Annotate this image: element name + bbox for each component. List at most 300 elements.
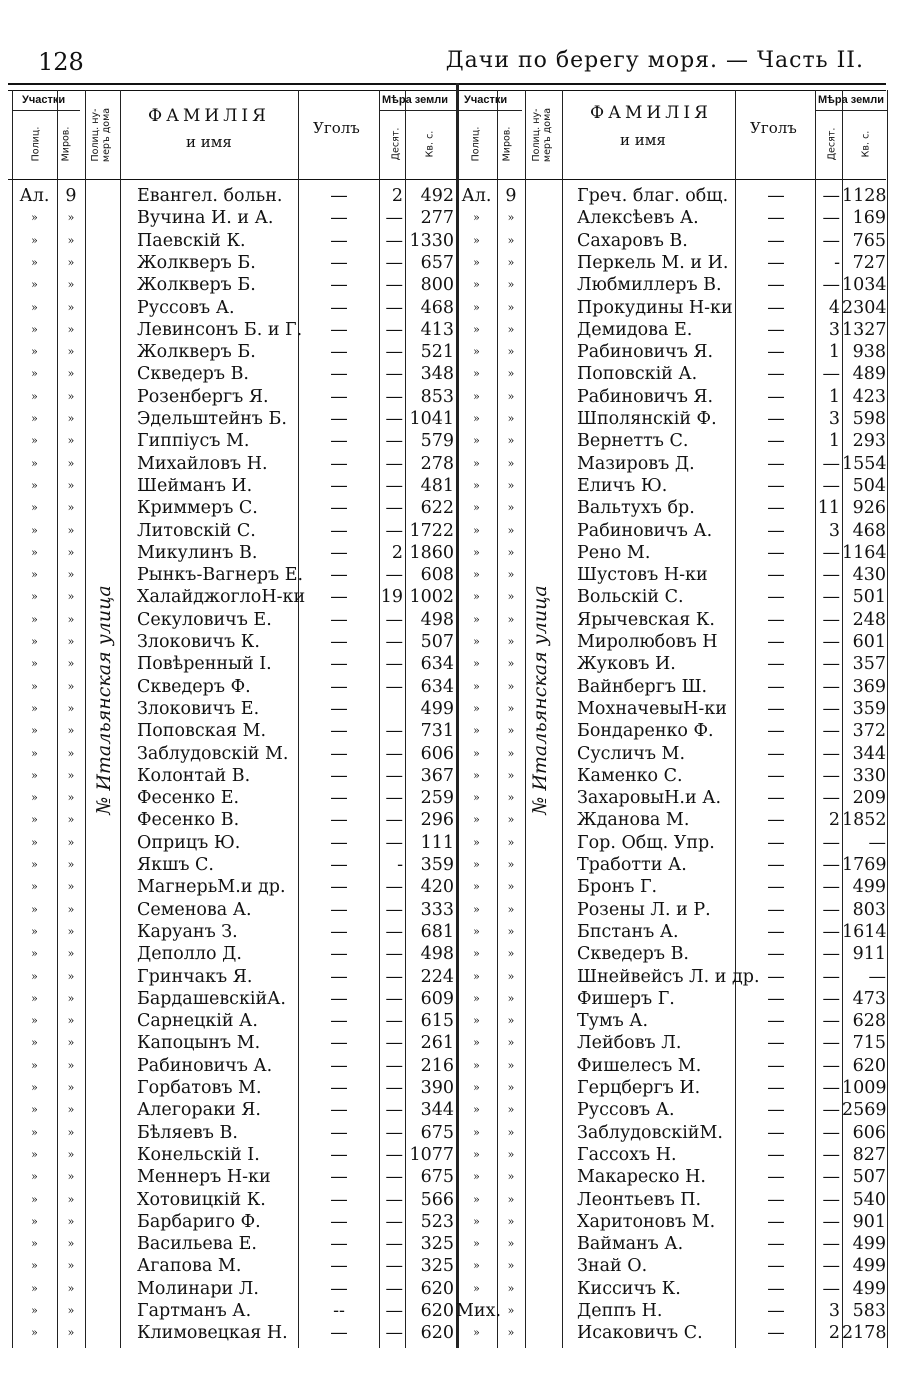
cell-desyat: — — [385, 409, 403, 429]
cell-ugol: — — [767, 1122, 785, 1143]
table-row-right — [0, 363, 900, 385]
cell-kvs: 489 — [852, 364, 886, 385]
cell-ugol: — — [330, 319, 348, 340]
table-row-right — [0, 1077, 900, 1099]
cell-desyat: — — [822, 676, 840, 697]
cell-ugol: — — [767, 1167, 785, 1188]
cell-ugol: — — [330, 565, 348, 586]
page-title: Дачи по берегу моря. — Часть II. — [445, 48, 864, 73]
cell-mirov: » — [507, 233, 515, 247]
cell-kvs: 800 — [420, 275, 454, 296]
table-row-right — [0, 1010, 900, 1032]
cell-mirov: » — [67, 679, 75, 693]
cell-kvs: 499 — [420, 698, 454, 719]
cell-mirov: » — [67, 590, 75, 604]
cell-polits: » — [31, 456, 38, 470]
cell-ugol: — — [767, 587, 785, 608]
cell-mirov: » — [67, 902, 75, 916]
cell-mirov: » — [67, 345, 75, 359]
table-row-right — [0, 453, 900, 475]
cell-mirov: » — [67, 456, 75, 470]
cell-kvs: 601 — [852, 632, 886, 652]
cell-polits: » — [473, 1058, 480, 1072]
cell-name: Рабиновичъ Я. — [577, 342, 714, 363]
cell-mirov: » — [507, 1103, 515, 1117]
cell-ugol: — — [767, 208, 785, 229]
cell-desyat: 11 — [817, 498, 840, 519]
cell-ugol: — — [330, 1211, 348, 1232]
cell-desyat: — — [822, 1167, 840, 1188]
cell-polits: » — [31, 478, 38, 492]
cell-name: Сарнецкій А. — [137, 1011, 258, 1032]
cell-ugol: — — [330, 1189, 348, 1210]
cell-kvs: 675 — [420, 1167, 454, 1188]
table-row-right — [0, 988, 900, 1010]
cell-name: Тработти А. — [577, 855, 687, 875]
cell-kvs: 507 — [852, 1167, 886, 1188]
cell-name: Леонтьевъ П. — [577, 1189, 702, 1210]
cell-desyat: — — [822, 609, 840, 630]
cell-desyat: — — [385, 1211, 403, 1232]
cell-polits: » — [31, 1192, 38, 1206]
cell-polits: » — [31, 322, 38, 336]
cell-name: Злоковичъ К. — [137, 632, 260, 652]
cell-mirov: » — [507, 880, 515, 894]
cell-ugol: — — [767, 988, 785, 1009]
cell-ugol: — — [330, 409, 348, 429]
cell-mirov: » — [507, 612, 515, 626]
table-row-right — [0, 586, 900, 608]
table-row-right — [0, 966, 900, 988]
cell-polits: » — [473, 300, 480, 314]
cell-ugol: — — [767, 1323, 785, 1344]
cell-ugol: — — [330, 587, 348, 608]
cell-kvs: 583 — [852, 1301, 886, 1321]
table-row-right — [0, 876, 900, 898]
cell-mirov: » — [67, 1014, 75, 1028]
cell-mirov: » — [67, 1192, 75, 1206]
cell-name: Тумъ А. — [577, 1011, 649, 1032]
cell-kvs: 1852 — [842, 810, 887, 831]
cell-kvs: 413 — [420, 319, 454, 340]
cell-name: Алексѣевъ А. — [577, 208, 699, 229]
cell-name: Фесенко Е. — [137, 788, 240, 809]
cell-polits: » — [473, 1103, 480, 1117]
cell-desyat: — — [385, 921, 403, 942]
cell-polits: » — [31, 345, 38, 359]
cell-ugol: — — [767, 342, 785, 363]
cell-name: Демидова Е. — [577, 319, 693, 340]
cell-desyat: — — [822, 565, 840, 586]
cell-mirov: » — [67, 635, 75, 648]
cell-mirov: » — [67, 1170, 75, 1184]
cell-mirov: » — [507, 434, 515, 448]
cell-mirov: » — [67, 300, 75, 314]
cell-ugol: — — [330, 498, 348, 519]
cell-polits: » — [31, 924, 38, 938]
table-row-right — [0, 341, 900, 363]
cell-mirov: » — [507, 1237, 515, 1251]
cell-kvs: 344 — [852, 743, 886, 764]
cell-name: Паевскій К. — [137, 230, 246, 251]
cell-name: Розенбергъ Я. — [137, 386, 269, 407]
cell-desyat: — — [385, 654, 403, 675]
cell-ugol: — — [767, 1033, 785, 1054]
cell-ugol: — — [767, 297, 785, 318]
cell-kvs: 504 — [852, 475, 886, 496]
cell-ugol: — — [767, 498, 785, 519]
cell-name: ХалайджоглоН-ки — [137, 587, 306, 608]
cell-desyat: — — [822, 186, 840, 206]
cell-ugol: — — [330, 1011, 348, 1032]
cell-kvs: 681 — [420, 921, 454, 942]
table-row-right — [0, 631, 900, 653]
cell-ugol: — — [767, 1211, 785, 1232]
cell-name: Скведеръ Ф. — [137, 676, 251, 697]
header-ugol-left: Уголъ — [313, 119, 360, 137]
cell-name: Фесенко В. — [137, 810, 240, 831]
cell-mirov: » — [507, 835, 515, 849]
cell-polits: » — [31, 701, 38, 715]
cell-desyat: — — [385, 275, 403, 296]
cell-name: Конельскій І. — [137, 1144, 260, 1165]
cell-desyat: — — [822, 899, 840, 920]
cell-polits: » — [473, 969, 480, 983]
cell-polits: » — [473, 1237, 480, 1251]
cell-ugol: — — [767, 409, 785, 429]
table-row-right — [0, 698, 900, 720]
cell-desyat: 1 — [828, 342, 840, 363]
cell-polits: » — [31, 545, 38, 559]
cell-mirov: » — [507, 1214, 515, 1228]
table-row-right — [0, 386, 900, 408]
cell-mirov: » — [67, 1259, 75, 1273]
cell-name: Рабиновичъ А. — [577, 520, 713, 541]
cell-kvs: 259 — [420, 788, 454, 809]
cell-name: Рено М. — [577, 542, 651, 563]
cell-ugol: — — [330, 944, 348, 965]
cell-desyat: — — [822, 765, 840, 786]
cell-mirov: » — [507, 278, 515, 292]
cell-kvs: 2178 — [842, 1323, 887, 1344]
cell-name: Якшъ С. — [137, 855, 214, 875]
cell-name: Вольскій С. — [577, 587, 684, 608]
cell-desyat: - — [834, 252, 840, 273]
cell-desyat: — — [385, 565, 403, 586]
cell-kvs: 540 — [852, 1189, 886, 1210]
cell-kvs: 372 — [852, 721, 886, 742]
table-row-right — [0, 765, 900, 787]
cell-name: Руссовъ А. — [577, 1100, 675, 1121]
table-row-right — [0, 943, 900, 965]
cell-mirov: » — [67, 1214, 75, 1228]
cell-ugol: — — [767, 855, 785, 875]
header-imya-left: и имя — [186, 133, 232, 151]
cell-polits: » — [473, 657, 480, 671]
cell-ugol: — — [767, 364, 785, 385]
cell-polits: » — [31, 791, 38, 805]
table-row-right — [0, 653, 900, 675]
cell-ugol: — — [767, 1144, 785, 1165]
cell-name: Горбатовъ М. — [137, 1078, 262, 1098]
cell-polits: » — [473, 478, 480, 492]
cell-kvs: 715 — [852, 1033, 886, 1054]
cell-mirov: » — [507, 657, 515, 671]
table-row-right — [0, 1032, 900, 1054]
cell-mirov: » — [507, 1125, 515, 1139]
cell-ugol: — — [330, 1078, 348, 1098]
cell-name: Жолкверъ Б. — [137, 275, 256, 296]
cell-polits: » — [31, 255, 38, 269]
cell-ugol: — — [767, 1078, 785, 1098]
cell-name: Михайловъ Н. — [137, 453, 268, 474]
cell-desyat: — — [385, 721, 403, 742]
cell-polits: » — [473, 924, 480, 938]
cell-name: Вайнбергъ Ш. — [577, 676, 708, 697]
cell-mirov: » — [67, 322, 75, 336]
cell-polits: » — [31, 858, 38, 871]
cell-name: Меннеръ Н-ки — [137, 1167, 271, 1188]
cell-mirov: » — [507, 1304, 515, 1317]
cell-name: Каменко С. — [577, 765, 683, 786]
cell-desyat: — — [385, 1011, 403, 1032]
cell-mirov: » — [67, 389, 75, 403]
cell-name: Злоковичъ Е. — [137, 698, 260, 719]
cell-kvs: 507 — [420, 632, 454, 652]
header-desyat-right: Десят. — [826, 127, 838, 161]
cell-name: Поповская М. — [137, 721, 267, 742]
cell-polits: » — [31, 880, 38, 894]
cell-kvs: 566 — [420, 1189, 454, 1210]
cell-name: Рабиновичъ А. — [137, 1055, 273, 1076]
cell-ugol: -- — [333, 1301, 345, 1321]
cell-ugol: — — [767, 230, 785, 251]
table-row-right — [0, 319, 900, 341]
cell-kvs: 523 — [420, 1211, 454, 1232]
cell-ugol: — — [330, 765, 348, 786]
cell-kvs: 622 — [420, 498, 454, 519]
cell-kvs: 481 — [420, 475, 454, 496]
header-polits-left: Полиц. — [30, 126, 42, 162]
cell-polits: » — [473, 545, 480, 559]
cell-mirov: » — [67, 478, 75, 492]
cell-name: Знай О. — [577, 1256, 648, 1277]
cell-kvs: 261 — [420, 1033, 454, 1054]
cell-name: Капоцынъ М. — [137, 1033, 261, 1054]
cell-mirov: » — [67, 858, 75, 871]
cell-polits: » — [31, 523, 38, 537]
cell-mirov: » — [67, 746, 75, 760]
cell-name: МагнерьМ.и др. — [137, 877, 286, 898]
cell-ugol: — — [767, 743, 785, 764]
header-familia-left: ФАМИЛІЯ — [148, 106, 270, 126]
cell-name: Колонтай В. — [137, 765, 251, 786]
cell-desyat: — — [822, 275, 840, 296]
cell-polits: » — [473, 1326, 480, 1340]
cell-polits: » — [473, 434, 480, 448]
cell-polits: » — [473, 880, 480, 894]
cell-desyat: — — [385, 453, 403, 474]
table-row-right — [0, 1278, 900, 1300]
cell-mirov: » — [507, 389, 515, 403]
cell-polits: » — [473, 568, 480, 582]
cell-kvs: 498 — [420, 609, 454, 630]
cell-name: Вернеттъ С. — [577, 431, 689, 452]
cell-kvs: 499 — [852, 1278, 886, 1299]
cell-name: Криммеръ С. — [137, 498, 258, 519]
cell-ugol: — — [767, 475, 785, 496]
header-mera-left: Мѣра земли — [382, 94, 448, 106]
table-row-right — [0, 1300, 900, 1322]
cell-name: Гассохъ Н. — [577, 1144, 677, 1165]
cell-ugol: — — [330, 542, 348, 563]
cell-desyat: — — [385, 609, 403, 630]
cell-desyat: — — [385, 988, 403, 1009]
cell-polits: » — [31, 1259, 38, 1273]
cell-name: Макареско Н. — [577, 1167, 706, 1188]
cell-desyat: — — [385, 498, 403, 519]
cell-kvs: 111 — [420, 832, 454, 853]
cell-desyat: — — [385, 208, 403, 229]
cell-polits: » — [31, 635, 38, 648]
cell-polits: » — [473, 367, 480, 381]
cell-kvs: 620 — [420, 1323, 454, 1344]
cell-desyat: — — [822, 632, 840, 652]
cell-ugol: — — [767, 765, 785, 786]
cell-ugol: — — [767, 1278, 785, 1299]
header-mirov-left: Миров. — [60, 126, 72, 162]
cell-kvs: 615 — [420, 1011, 454, 1032]
table-row-right — [0, 1189, 900, 1211]
cell-name: Вальтухъ бр. — [577, 498, 695, 519]
cell-name: Бронъ Г. — [577, 877, 658, 898]
cell-ugol: — — [330, 186, 348, 206]
cell-polits: » — [31, 1147, 38, 1161]
table-row-right — [0, 809, 900, 831]
cell-kvs: 224 — [420, 966, 454, 987]
cell-kvs: 499 — [852, 1256, 886, 1277]
table-row-right — [0, 230, 900, 252]
cell-kvs: 609 — [420, 988, 454, 1009]
cell-ugol: — — [330, 1144, 348, 1165]
cell-mirov: » — [507, 412, 515, 425]
cell-name: Розены Л. и Р. — [577, 899, 711, 920]
cell-name: Ярычевская К. — [577, 609, 715, 630]
cell-desyat: — — [385, 297, 403, 318]
cell-mirov: » — [67, 1125, 75, 1139]
cell-ugol: — — [330, 297, 348, 318]
cell-ugol: — — [330, 453, 348, 474]
cell-mirov: » — [67, 880, 75, 894]
cell-name: Шустовъ Н-ки — [577, 565, 708, 586]
cell-desyat: — — [822, 475, 840, 496]
cell-mirov: » — [507, 813, 515, 827]
cell-kvs: 293 — [852, 431, 886, 452]
cell-mirov: » — [67, 1103, 75, 1117]
top-rule — [8, 83, 886, 85]
cell-name: Молинари Л. — [137, 1278, 259, 1299]
header-desyat-left: Десят. — [390, 127, 402, 161]
cell-polits: » — [31, 1214, 38, 1228]
cell-desyat: — — [822, 921, 840, 942]
cell-desyat: — — [385, 342, 403, 363]
cell-mirov: » — [67, 255, 75, 269]
cell-polits: Ал. — [19, 186, 50, 206]
table-row-right — [0, 542, 900, 564]
cell-polits: » — [473, 835, 480, 849]
cell-kvs: 344 — [420, 1100, 454, 1121]
cell-desyat: — — [822, 654, 840, 675]
cell-kvs: 1327 — [842, 319, 887, 340]
cell-polits: » — [473, 1214, 480, 1228]
cell-name: Оприцъ Ю. — [137, 832, 241, 853]
cell-name: Бондаренко Ф. — [577, 721, 714, 742]
cell-kvs: 634 — [420, 676, 454, 697]
cell-desyat: — — [822, 944, 840, 965]
cell-kvs: — — [868, 832, 886, 853]
cell-name: Евангел. больн. — [137, 186, 283, 206]
cell-mirov: 9 — [505, 186, 517, 206]
cell-ugol: — — [767, 721, 785, 742]
table-row-right — [0, 1211, 900, 1233]
table-row-right — [0, 1099, 900, 1121]
cell-name: Лейбовъ Л. — [577, 1033, 682, 1054]
cell-desyat: — — [822, 1278, 840, 1299]
cell-name: Рабиновичъ Я. — [577, 386, 714, 407]
cell-mirov: » — [507, 746, 515, 760]
cell-mirov: » — [507, 1014, 515, 1028]
cell-ugol: — — [767, 1256, 785, 1277]
cell-desyat: — — [822, 1122, 840, 1143]
cell-name: Фишеръ Г. — [577, 988, 675, 1009]
cell-ugol: — — [767, 1011, 785, 1032]
cell-mirov: » — [67, 1237, 75, 1251]
cell-desyat: — — [822, 855, 840, 875]
cell-polits: » — [31, 724, 38, 738]
cell-desyat: — — [822, 966, 840, 987]
cell-desyat: — — [822, 988, 840, 1009]
top-rule-thin — [8, 90, 886, 91]
cell-ugol: — — [767, 698, 785, 719]
cell-mirov: » — [507, 1192, 515, 1206]
header-uchastki-right: Участки — [464, 94, 508, 106]
cell-kvs: 367 — [420, 765, 454, 786]
cell-desyat: — — [822, 1189, 840, 1210]
cell-ugol: — — [767, 676, 785, 697]
cell-name: Поповскій А. — [577, 364, 698, 385]
cell-ugol: — — [767, 788, 785, 809]
cell-name: Гартманъ А. — [137, 1301, 252, 1321]
cell-ugol: — — [767, 632, 785, 652]
cell-polits: » — [473, 724, 480, 738]
cell-polits: » — [473, 590, 480, 604]
table-row-right — [0, 185, 900, 207]
table-row-right — [0, 475, 900, 497]
cell-mirov: » — [507, 902, 515, 916]
cell-polits: » — [473, 1170, 480, 1184]
cell-kvs: 628 — [852, 1011, 886, 1032]
cell-kvs: 1128 — [842, 186, 887, 206]
cell-desyat: — — [822, 364, 840, 385]
cell-mirov: » — [67, 1081, 75, 1094]
cell-kvs: 606 — [852, 1122, 886, 1143]
cell-desyat: — — [385, 475, 403, 496]
cell-mirov: » — [67, 367, 75, 381]
cell-polits: » — [31, 1170, 38, 1184]
cell-name: Вайманъ А. — [577, 1234, 684, 1255]
cell-mirov: » — [67, 1304, 75, 1317]
cell-desyat: 2 — [828, 810, 840, 831]
